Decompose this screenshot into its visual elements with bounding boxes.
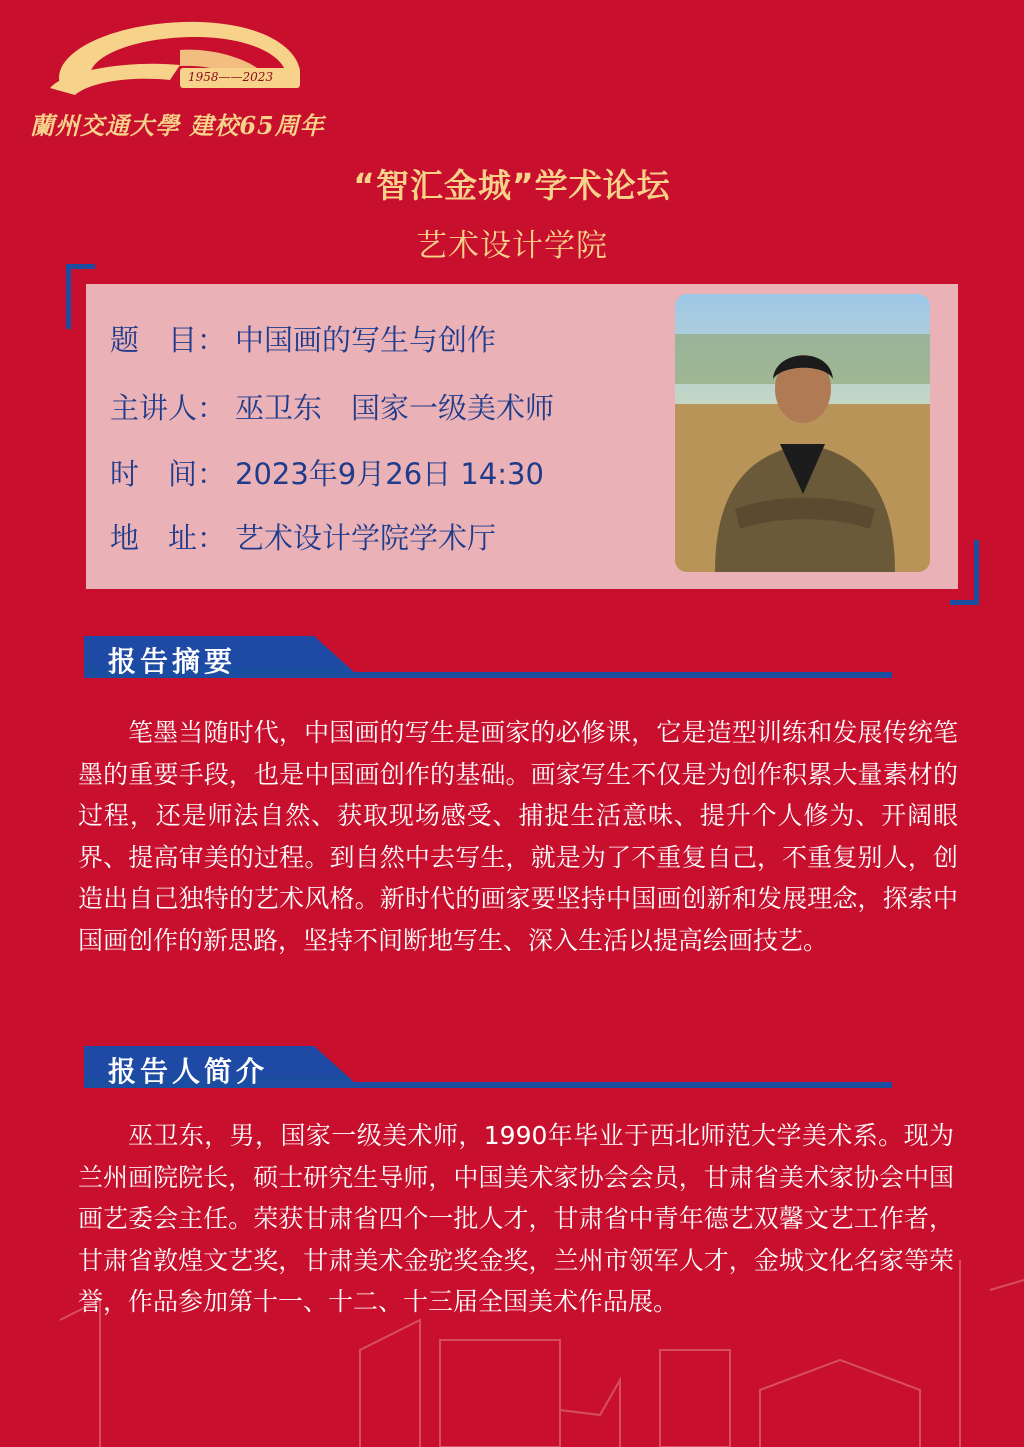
corner-bracket-bottom-right <box>950 540 979 605</box>
logo-text: 蘭州交通大學 建校65周年 <box>30 111 325 140</box>
info-topic <box>110 318 496 359</box>
info-time <box>110 452 544 493</box>
speaker-value: 巫卫东 国家一级美术师 <box>235 391 555 425</box>
info-venue <box>110 516 496 557</box>
bio-title: 报告人简介 <box>108 1055 269 1088</box>
logo-years: 1958——2023 <box>188 70 274 84</box>
speaker-photo <box>675 294 930 572</box>
speaker-label: 主讲人： <box>110 391 227 425</box>
venue-label: 地 址： <box>110 521 227 555</box>
abstract-text: 笔墨当随时代，中国画的写生是画家的必修课，它是造型训练和发展传统笔墨的重要手段，也是中国画创作的基础。画家写生不仅是为创作积累大量素材的过程，还是师法自然、获取现场感受、捕捉生活意味、提升个人修为、开阔眼界、提高审美的过程。到自然中去写生，就是为了不重复自己，不重复别人，创造出自己独特的艺术风格。新时代的画家要坚持中国画创新和发展理念，探索中国画创作的新思路，坚持不间断地写生、深入生活以提高绘画技艺。 <box>78 718 958 955</box>
topic-value: 中国画的写生与创作 <box>235 323 497 357</box>
time-label: 时 间： <box>110 457 227 491</box>
abstract-title: 报告摘要 <box>108 645 237 678</box>
building-outline-decoration <box>60 1200 1024 1447</box>
topic-label: 题 目： <box>110 323 227 357</box>
bio-text: 巫卫东，男，国家一级美术师，1990年毕业于西北师范大学美术系。现为兰州画院院长，硕士研究生导师，中国美术家协会会员，甘肃省美术家协会中国画艺委会主任。荣获甘肃省四个一批人才，甘肃省中青年德艺双馨文艺工作者，甘肃省敦煌文艺奖，甘肃美术金驼奖金奖，兰州市领军人才，金城文化名家等荣誉，作品参加第十一、十二、十三届全国美术作品展。 <box>78 1121 954 1316</box>
college-name: 艺术设计学院 <box>416 228 608 264</box>
info-speaker <box>110 386 554 427</box>
time-value: 2023年9月26日 14:30 <box>235 457 544 491</box>
venue-value: 艺术设计学院学术厅 <box>235 521 497 555</box>
forum-title: “智汇金城”学术论坛 <box>353 166 671 205</box>
